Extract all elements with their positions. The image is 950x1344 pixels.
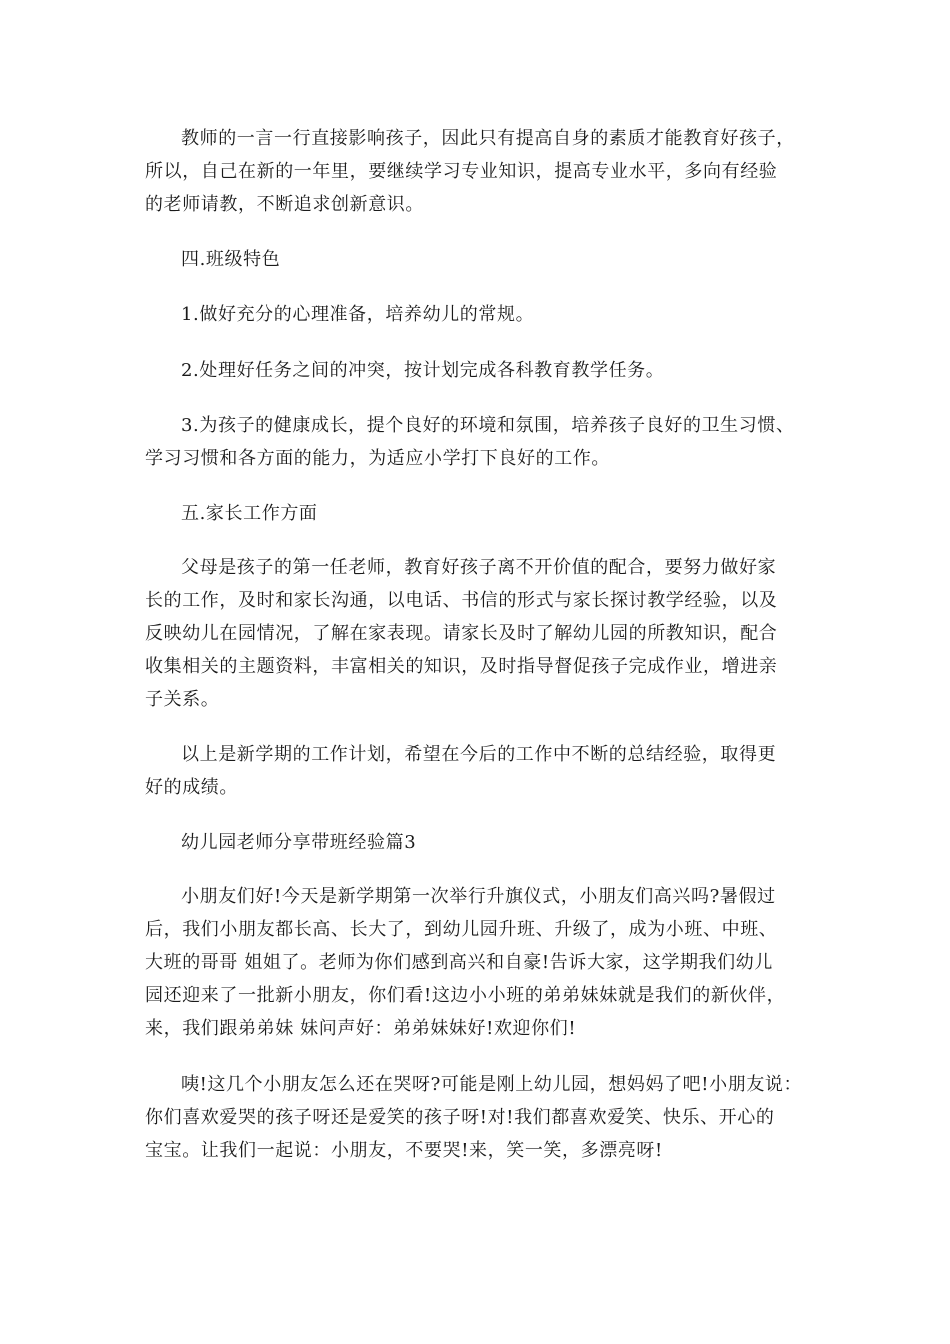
paragraph-crying-children bbox=[145, 1068, 835, 1167]
text-line: 以上是新学期的工作计划，希望在今后的工作中不断的总结经验，取得更 bbox=[181, 744, 777, 765]
text-line: 园还迎来了一批新小朋友，你们看!这边小小班的弟弟妹妹就是我们的新伙伴， bbox=[145, 985, 786, 1006]
text-line: 子关系。 bbox=[145, 689, 220, 710]
article-heading: 幼儿园老师分享带班经验篇3 bbox=[181, 832, 417, 853]
text-line: 来，我们跟弟弟妹 妹问声好：弟弟妹妹好!欢迎你们! bbox=[145, 1018, 577, 1039]
text-line: 教师的一言一行直接影响孩子，因此只有提高自身的素质才能教育好孩子， bbox=[181, 128, 795, 149]
list-item-2: 2.处理好任务之间的冲突，按计划完成各科教育教学任务。 bbox=[181, 360, 665, 381]
text-line: 收集相关的主题资料，丰富相关的知识，及时指导督促孩子完成作业，增进亲 bbox=[145, 656, 778, 677]
text-line: 反映幼儿在园情况，了解在家表现。请家长及时了解幼儿园的所教知识，配合 bbox=[145, 623, 778, 644]
text-line: 父母是孩子的第一任老师，教育好孩子离不开价值的配合，要努力做好家 bbox=[181, 557, 777, 578]
text-line: 小朋友们好!今天是新学期第一次举行升旗仪式，小朋友们高兴吗?暑假过 bbox=[181, 886, 776, 907]
text-line: 后，我们小朋友都长高、长大了，到幼儿园升班、升级了，成为小班、中班、 bbox=[145, 919, 778, 940]
section-heading-class-features: 四.班级特色 bbox=[181, 249, 281, 270]
list-item-3 bbox=[145, 409, 835, 475]
text-line: 好的成绩。 bbox=[145, 777, 238, 798]
paragraph-summary bbox=[145, 738, 835, 804]
text-line: 你们喜欢爱哭的孩子呀还是爱笑的孩子呀!对!我们都喜欢爱笑、快乐、开心的 bbox=[145, 1107, 775, 1128]
text-line: 长的工作，及时和家长沟通，以电话、书信的形式与家长探讨教学经验，以及 bbox=[145, 590, 778, 611]
text-line: 宝宝。让我们一起说：小朋友，不要哭!来，笑一笑，多漂亮呀! bbox=[145, 1140, 663, 1161]
paragraph-teacher-quality bbox=[145, 122, 835, 221]
text-line: 3.为孩子的健康成长，提个良好的环境和氛围，培养孩子良好的卫生习惯、 bbox=[181, 415, 795, 436]
text-line: 大班的哥哥 姐姐了。老师为你们感到高兴和自豪!告诉大家，这学期我们幼儿 bbox=[145, 952, 773, 973]
text-line: 咦!这几个小朋友怎么还在哭呀?可能是刚上幼儿园，想妈妈了吧!小朋友说： bbox=[181, 1074, 803, 1095]
text-line: 的老师请教，不断追求创新意识。 bbox=[145, 194, 424, 215]
paragraph-flag-ceremony bbox=[145, 880, 835, 1045]
list-item-1: 1.做好充分的心理准备，培养幼儿的常规。 bbox=[181, 304, 535, 325]
text-line: 学习习惯和各方面的能力，为适应小学打下良好的工作。 bbox=[145, 448, 610, 469]
text-line: 所以，自己在新的一年里，要继续学习专业知识，提高专业水平，多向有经验 bbox=[145, 161, 778, 182]
section-heading-parent-work: 五.家长工作方面 bbox=[181, 503, 318, 524]
paragraph-parent-work bbox=[145, 551, 835, 716]
